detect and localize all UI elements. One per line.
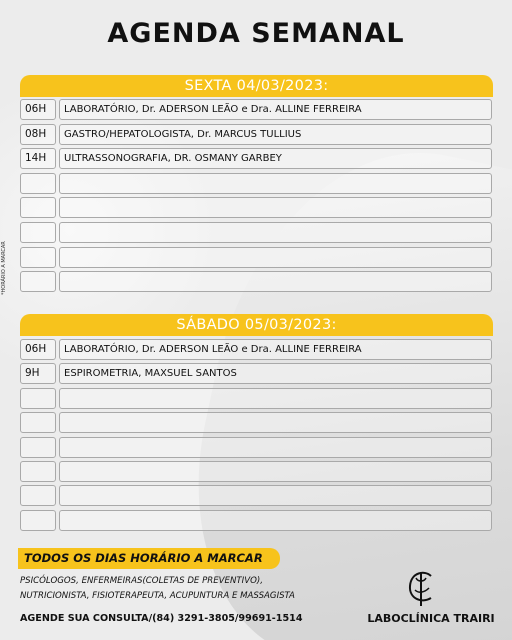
time-cell: 06H [20,339,56,360]
side-note: *HORÁRIO A MARCAR [1,241,7,295]
description-cell: ESPIROMETRIA, MAXSUEL SANTOS [59,363,492,384]
schedule-row [20,485,492,506]
time-cell: 08H [20,124,56,145]
schedule-row [20,247,492,268]
time-cell [20,388,56,409]
schedule-row [20,388,492,409]
description-cell [59,173,492,194]
services-line: NUTRICIONISTA, FISIOTERAPEUTA, ACUPUNTURA E MASSAGISTA [20,590,295,601]
schedule-row [20,412,492,433]
time-cell: 9H [20,363,56,384]
description-cell: ULTRASSONOGRAFIA, DR. OSMANY GARBEY [59,148,492,169]
description-cell [59,485,492,506]
description-cell [59,247,492,268]
contact-info: AGENDE SUA CONSULTA/(84) 3291-3805/99691-1514 [20,613,303,624]
description-cell [59,510,492,531]
time-cell [20,485,56,506]
schedule-row [20,461,492,482]
schedule-row [20,363,492,384]
time-cell: 06H [20,99,56,120]
time-cell [20,437,56,458]
schedule-row [20,339,492,360]
day-header-friday: SEXTA 04/03/2023: [20,75,493,97]
description-cell [59,461,492,482]
day-header-saturday: SÁBADO 05/03/2023: [20,314,493,336]
schedule-row [20,510,492,531]
description-cell [59,271,492,292]
schedule-row [20,124,492,145]
daily-note-banner: TODOS OS DIAS HORÁRIO A MARCAR [18,548,280,569]
schedule-row [20,148,492,169]
description-cell [59,222,492,243]
schedule-row [20,271,492,292]
services-list [20,574,360,603]
laboclinica-logo-icon [405,568,439,608]
time-cell [20,412,56,433]
time-cell [20,247,56,268]
description-cell [59,412,492,433]
description-cell: LABORATÓRIO, Dr. ADERSON LEÃO e Dra. ALLINE FERREIRA [59,339,492,360]
description-cell: GASTRO/HEPATOLOGISTA, Dr. MARCUS TULLIUS [59,124,492,145]
time-cell [20,461,56,482]
schedule-friday [20,99,492,296]
time-cell [20,271,56,292]
description-cell: LABORATÓRIO, Dr. ADERSON LEÃO e Dra. ALLINE FERREIRA [59,99,492,120]
schedule-row [20,222,492,243]
description-cell [59,437,492,458]
schedule-row [20,437,492,458]
time-cell: 14H [20,148,56,169]
schedule-row [20,173,492,194]
time-cell [20,197,56,218]
page-title: AGENDA SEMANAL [107,18,405,49]
services-line: PSICÓLOGOS, ENFERMEIRAS(COLETAS DE PREVENTIVO), [20,576,263,586]
time-cell [20,173,56,194]
brand-name: LABOCLÍNICA TRAIRI [367,612,495,625]
time-cell [20,510,56,531]
schedule-row [20,99,492,120]
time-cell [20,222,56,243]
description-cell [59,388,492,409]
schedule-saturday [20,339,492,534]
schedule-row [20,197,492,218]
description-cell [59,197,492,218]
